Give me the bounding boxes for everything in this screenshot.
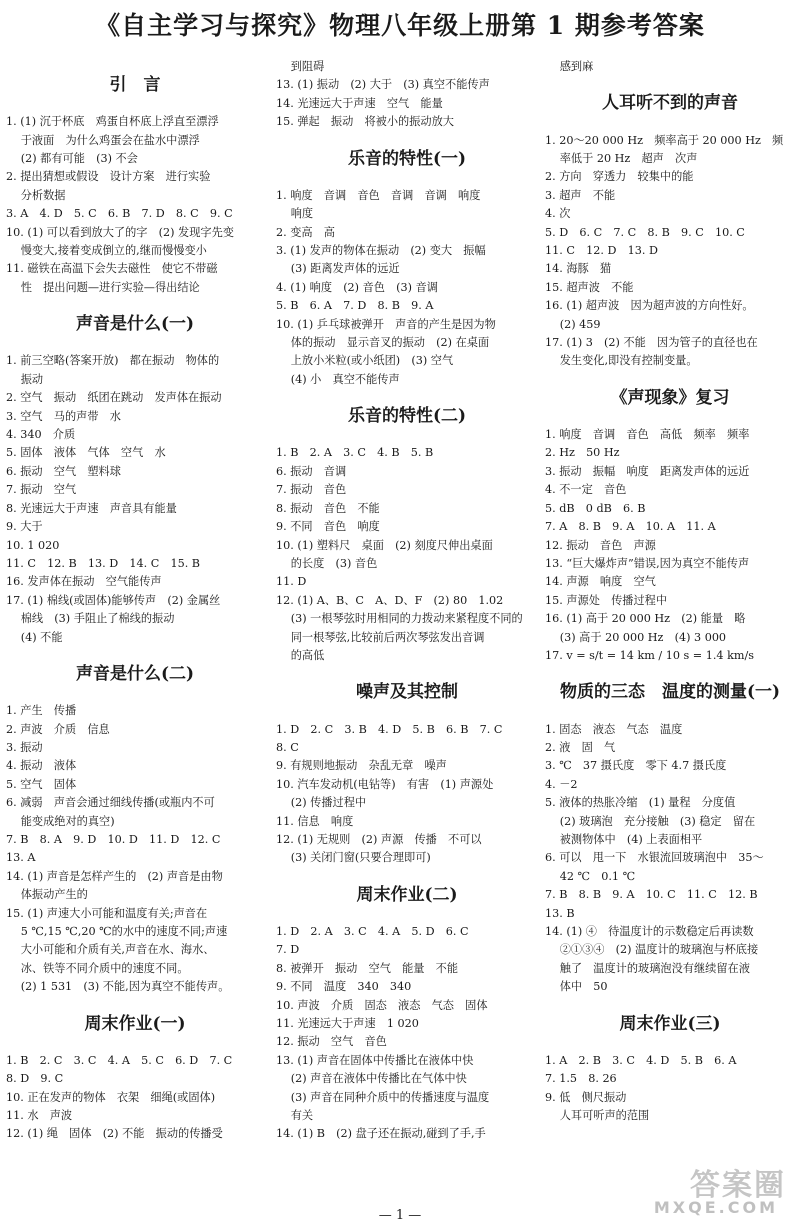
answer-line: 3. 超声 不能 — [545, 188, 616, 202]
answer-line: 4. (1) 响度 (2) 音色 (3) 音调 — [276, 280, 438, 294]
answer-line: 5 ℃,15 ℃,20 ℃的水中的速度不同;声速 — [6, 925, 228, 938]
answer-line: 的长度 (3) 音色 — [276, 556, 378, 570]
answer-section — [6, 58, 264, 297]
answer-line: 2. 提出猜想或假设 设计方案 进行实验 — [6, 170, 211, 184]
answer-line: 9. 不同 温度 340 340 — [276, 980, 412, 994]
answer-line: 4. 振动 液体 — [6, 759, 77, 773]
answer-line: 11. C 12. D 13. D — [545, 244, 658, 258]
section-heading: 噪声及其控制 — [356, 682, 458, 703]
answer-line: 慢变大,接着变成倒立的,继而慢慢变小 — [6, 244, 207, 258]
answer-line: 1. D 2. A 3. C 4. A 5. D 6. C — [276, 924, 469, 938]
answer-line: 1. D 2. C 3. B 4. D 5. B 6. B 7. C — [276, 722, 503, 736]
answer-section — [545, 997, 795, 1126]
answer-line: 5. D 6. C 7. C 8. B 9. C 10. C — [545, 225, 745, 239]
answer-line: 1. 响度 音调 音色 音调 音调 响度 — [276, 188, 481, 202]
answer-line: 11. D — [276, 575, 307, 589]
answer-line: 5. 液体的热胀冷缩 (1) 量程 分度值 — [545, 796, 736, 810]
answer-line: 14. 海豚 猫 — [545, 262, 612, 276]
answer-line: 被测物体中 (4) 上表面相平 — [545, 832, 703, 846]
answer-section — [545, 58, 795, 76]
answer-line: (4) 小 真空不能传声 — [276, 372, 400, 386]
answer-line: 1. 响度 音调 音色 高低 频率 频率 — [545, 428, 750, 442]
answer-line: (2) 传播过程中 — [276, 796, 367, 810]
answer-line: 14. (1) B (2) 盘子还在振动,碰到了手,手 — [276, 1127, 486, 1141]
answer-section — [545, 76, 795, 370]
answer-line: (3) 关闭门窗(只要合理即可) — [276, 851, 431, 865]
answer-line: 11. C 12. B 13. D 14. C 15. B — [6, 556, 201, 570]
answer-line: 10. (1) 乒乓球被弹开 声音的产生是因为物 — [276, 317, 496, 331]
answer-line: 10. 1 020 — [6, 538, 60, 552]
answer-line: (3) 一根琴弦时用相同的力拨动来紧程度不同的 — [276, 612, 523, 626]
section-heading: 周末作业(三) — [619, 1013, 721, 1034]
answer-line: 于液面 为什么鸡蛋会在盐水中漂浮 — [6, 133, 200, 147]
answer-line: 16. (1) 超声波 因为超声波的方向性好。 — [545, 299, 754, 313]
answer-line: 8. 被弹开 振动 空气 能量 不能 — [276, 961, 459, 975]
answer-line: 性 提出问题—进行实验—得出结论 — [6, 280, 200, 294]
answer-line: 17. (1) 3 (2) 不能 因为管子的直径也在 — [545, 336, 758, 350]
answer-line: 8. 振动 音色 不能 — [276, 501, 380, 515]
answer-line: 9. 有规则地振动 杂乱无章 噪声 — [276, 759, 447, 773]
answer-line: 2. 方向 穿透力 较集中的能 — [545, 170, 694, 184]
answer-line: 7. A 8. B 9. A 10. A 11. A — [545, 520, 716, 534]
answer-line: 7. 振动 音色 — [276, 483, 347, 497]
answer-line: 7. 1.5 8. 26 — [545, 1072, 617, 1086]
answer-line: 3. A 4. D 5. C 6. B 7. D 8. C 9. C — [6, 207, 233, 221]
answer-line: 6. 振动 空气 塑料球 — [6, 464, 121, 478]
answer-line: 12. (1) 绳 固体 (2) 不能 振动的传播受 — [6, 1127, 223, 1141]
answer-line: 7. D — [276, 943, 300, 957]
answer-line: 1. B 2. A 3. C 4. B 5. B — [276, 446, 434, 460]
watermark-url: MXQE.COM — [653, 1198, 778, 1217]
watermark-logo: 答案圈 — [690, 1168, 786, 1203]
answer-line: 有关 — [276, 1109, 314, 1123]
answer-line: 5. B 6. A 7. D 8. B 9. A — [276, 299, 434, 313]
answer-line: (3) 距离发声体的远近 — [276, 262, 400, 276]
answer-line: 13. B — [545, 906, 575, 920]
answer-line: 触了 温度计的玻璃泡没有继续留在液 — [545, 961, 750, 975]
answer-line: 发生变化,即没有控制变量。 — [545, 354, 698, 368]
answer-line: 2. 变高 高 — [276, 225, 335, 239]
answer-line: 12. (1) A、B、C A、D、F (2) 80 1.02 — [276, 593, 504, 607]
section-heading: 引 言 — [109, 75, 161, 95]
answer-section — [6, 297, 264, 647]
section-heading: 周末作业(二) — [356, 884, 458, 905]
answer-line: 感到麻 — [545, 60, 594, 73]
answer-line: 14. 声源 响度 空气 — [545, 575, 656, 589]
section-heading: 声音是什么(一) — [75, 314, 195, 335]
answer-line: 5. 固体 液体 气体 空气 水 — [6, 446, 166, 460]
answer-line: 3. 振动 振幅 响度 距离发声体的远近 — [545, 464, 750, 478]
answer-line: 到阻碍 — [276, 60, 325, 73]
answer-line: 15. (1) 声速大小可能和温度有关;声音在 — [6, 906, 208, 920]
answer-line: 体振动产生的 — [6, 888, 88, 902]
answer-section — [276, 665, 538, 867]
answer-line: (2) 声音在液体中传播比在气体中快 — [276, 1072, 467, 1086]
answer-line: 的高低 — [276, 648, 325, 662]
section-heading: 周末作业(一) — [84, 1013, 186, 1034]
answer-section — [276, 132, 538, 390]
answer-section — [276, 58, 538, 132]
answer-line: 13. (1) 振动 (2) 大于 (3) 真空不能传声 — [276, 78, 490, 92]
answer-line: 1. B 2. C 3. C 4. A 5. C 6. D 7. C — [6, 1053, 233, 1067]
answer-line: 15. 声源处 传播过程中 — [545, 593, 668, 607]
answer-line: 1. 固态 液态 气态 温度 — [545, 722, 683, 736]
answer-line: 2. 空气 振动 纸团在跳动 发声体在振动 — [6, 391, 222, 405]
answer-line: 8. 光速远大于声速 声音具有能量 — [6, 501, 177, 515]
answer-line: (2) 459 — [545, 317, 601, 331]
answer-line: 体的振动 显示音叉的振动 (2) 在桌面 — [276, 336, 490, 350]
answer-line: (4) 不能 — [6, 630, 63, 644]
answer-line: 分析数据 — [6, 188, 66, 202]
answer-line: 7. B 8. A 9. D 10. D 11. D 12. C — [6, 832, 221, 846]
answer-line: 10. (1) 塑料尺 桌面 (2) 刻度尺伸出桌面 — [276, 538, 493, 552]
answer-line: 4. 340 介质 — [6, 428, 76, 442]
answer-line: 冰、铁等不同介质中的速度不同。 — [6, 961, 189, 975]
answer-line: 8. D 9. C — [6, 1072, 64, 1086]
answer-line: 42 ℃ 0.1 ℃ — [545, 869, 636, 883]
answer-line: 13. (1) 声音在固体中传播比在液体中快 — [276, 1053, 474, 1067]
answer-line: 10. 汽车发动机(电钻等) 有害 (1) 声源处 — [276, 777, 494, 791]
section-heading: 《声现象》复习 — [610, 387, 730, 408]
answer-line: 率低于 20 Hz 超声 次声 — [545, 152, 698, 165]
answer-line: 人耳可听声的范围 — [545, 1109, 650, 1123]
answer-line: 3. 空气 马的声带 水 — [6, 409, 121, 423]
answer-line: 6. 振动 音调 — [276, 464, 347, 478]
answer-line: 3. 振动 — [6, 740, 43, 754]
answer-line: 2. 声波 介质 信息 — [6, 722, 110, 736]
answer-line: 11. 磁铁在高温下会失去磁性 使它不带磁 — [6, 262, 218, 276]
answer-line: 10. 声波 介质 固态 液态 气态 固体 — [276, 998, 488, 1012]
answer-line: 同一根琴弦,比较前后两次琴弦发出音调 — [276, 630, 485, 644]
answer-line: 10. 正在发声的物体 衣架 细绳(或固体) — [6, 1090, 216, 1104]
answer-line: 9. 低 侧尺振动 — [545, 1090, 627, 1104]
answer-line: 3. (1) 发声的物体在振动 (2) 变大 振幅 — [276, 244, 486, 258]
answer-line: 2. 液 固 气 — [545, 740, 616, 754]
answer-line: 12. (1) 无规则 (2) 声源 传播 不可以 — [276, 832, 482, 846]
answer-line: (2) 玻璃泡 充分接触 (3) 稳定 留在 — [545, 814, 756, 828]
answer-line: 4. －2 — [545, 777, 578, 791]
answer-line: 9. 不同 音色 响度 — [276, 520, 380, 534]
answer-line: 12. 振动 空气 音色 — [276, 1035, 387, 1049]
answer-line: 4. 次 — [545, 207, 571, 221]
answer-line: 11. 信息 响度 — [276, 814, 354, 828]
answer-line: (3) 高于 20 000 Hz (4) 3 000 — [545, 630, 727, 644]
answer-line: (2) 都有可能 (3) 不会 — [6, 152, 138, 165]
answer-line: 17. v = s/t = 14 km / 10 s = 1.4 km/s — [545, 648, 754, 662]
answer-line: 16. (1) 高于 20 000 Hz (2) 能量 略 — [545, 612, 746, 626]
answer-line: ②①③④ (2) 温度计的玻璃泡与杯底接 — [545, 943, 759, 957]
answer-line: 6. 可以 甩一下 水银流回玻璃泡中 35～ — [545, 851, 764, 865]
answer-column-1 — [6, 58, 264, 1144]
answer-line: 振动 — [6, 372, 44, 386]
answer-line: 6. 减弱 声音会通过细线传播(或瓶内不可 — [6, 796, 215, 810]
answer-line: 4. 不一定 音色 — [545, 483, 627, 497]
answer-line: 1. A 2. B 3. C 4. D 5. B 6. A — [545, 1053, 737, 1067]
answer-line: 9. 大于 — [6, 520, 43, 534]
answer-line: 5. 空气 固体 — [6, 777, 77, 791]
answer-line: 响度 — [276, 207, 314, 221]
answer-section — [6, 997, 264, 1144]
answer-column-3 — [545, 58, 795, 1125]
section-heading: 乐音的特性(一) — [347, 148, 467, 169]
answer-line: 13. A — [6, 851, 36, 865]
answer-line: (3) 声音在同种介质中的传播速度与温度 — [276, 1090, 490, 1104]
answer-section — [276, 389, 538, 665]
answer-line: 10. (1) 可以看到放大了的字 (2) 发现字先变 — [6, 225, 234, 239]
answer-section — [6, 647, 264, 997]
answer-line: 1. 前三空略(答案开放) 都在振动 物体的 — [6, 354, 220, 368]
section-heading: 物质的三态 温度的测量(一) — [559, 682, 781, 703]
answer-line: 5. dB 0 dB 6. B — [545, 501, 646, 515]
answer-line: 12. 振动 音色 声源 — [545, 538, 656, 552]
answer-line: 16. 发声体在振动 空气能传声 — [6, 575, 162, 589]
answer-section — [545, 665, 795, 996]
answer-line: 1. 产生 传播 — [6, 704, 77, 718]
answer-line: 1. (1) 沉于杯底 鸡蛋自杯底上浮直至漂浮 — [6, 115, 219, 129]
answer-line: 7. B 8. B 9. A 10. C 11. C 12. B — [545, 888, 758, 902]
answer-line: 14. (1) 声音是怎样产生的 (2) 声音是由物 — [6, 869, 223, 883]
answer-line: 3. ℃ 37 摄氏度 零下 4.7 摄氏度 — [545, 759, 727, 773]
answer-line: 7. 振动 空气 — [6, 483, 77, 497]
answer-line: 11. 水 声波 — [6, 1109, 73, 1123]
answer-line: 体中 50 — [545, 980, 608, 994]
answer-line: 棉线 (3) 手阻止了棉线的振动 — [6, 612, 175, 626]
answer-line: 17. (1) 棉线(或固体)能够传声 (2) 金属丝 — [6, 593, 221, 607]
answer-line: 13. “巨大爆炸声”错误,因为真空不能传声 — [545, 556, 750, 570]
section-heading: 乐音的特性(二) — [347, 406, 467, 427]
page-number: — 1 — — [378, 1208, 422, 1223]
answer-line: 大小可能和介质有关,声音在水、海水、 — [6, 943, 215, 957]
answer-line: 8. C — [276, 740, 299, 754]
answer-line: 15. 超声波 不能 — [545, 280, 634, 294]
answer-column-2 — [276, 58, 538, 1144]
answer-section — [276, 868, 538, 1144]
page-title: 《自主学习与探究》物理八年级上册第 1 期参考答案 — [95, 11, 705, 40]
answer-line: (2) 1 531 (3) 不能,因为真空不能传声。 — [6, 980, 230, 994]
section-heading: 声音是什么(二) — [75, 663, 195, 684]
answer-line: 14. 光速远大于声速 空气 能量 — [276, 96, 443, 110]
answer-line: 上放小米粒(或小纸团) (3) 空气 — [276, 354, 454, 368]
answer-line: 1. 20～20 000 Hz 频率高于 20 000 Hz 频 — [545, 133, 784, 147]
answer-line: 能变成绝对的真空) — [6, 814, 115, 828]
answer-section — [545, 371, 795, 665]
answer-line: 15. 弹起 振动 将被小的振动放大 — [276, 115, 454, 129]
answer-line: 14. (1) ④ 待温度计的示数稳定后再读数 — [545, 925, 754, 938]
answer-line: 11. 光速远大于声速 1 020 — [276, 1017, 419, 1030]
section-heading: 人耳听不到的声音 — [602, 93, 738, 114]
answer-line: 2. Hz 50 Hz — [545, 446, 620, 460]
